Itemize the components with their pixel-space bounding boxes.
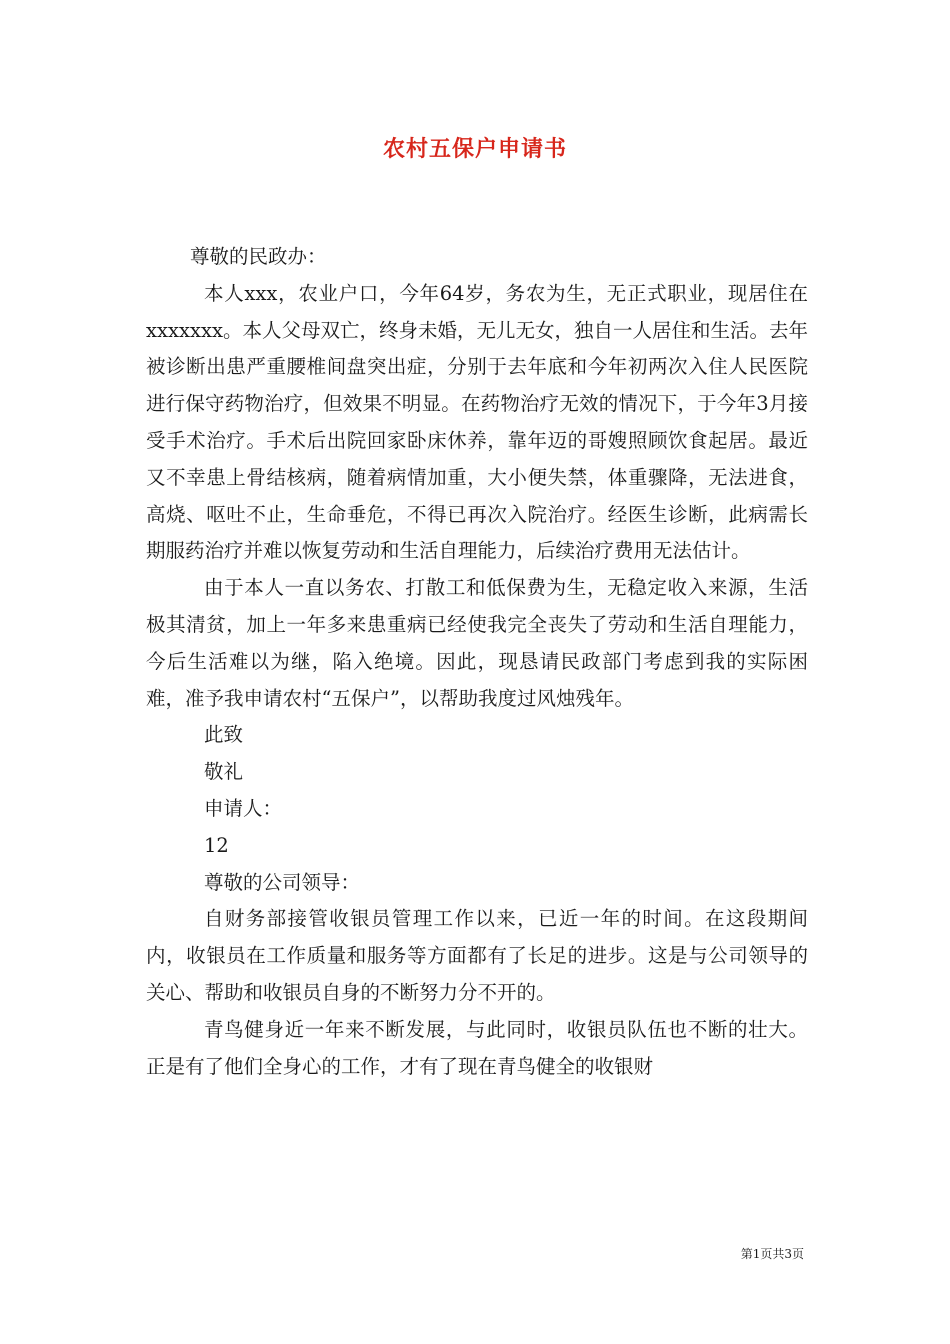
number-line: 12 bbox=[204, 833, 229, 857]
paragraph-4: 青鸟健身近一年来不断发展，与此同时，收银员队伍也不断的壮大。正是有了他们全身心的工作，才有了现在青鸟健全的收银财 bbox=[146, 1017, 808, 1078]
salutation-2: 尊敬的公司领导： bbox=[204, 870, 361, 894]
applicant-label: 申请人： bbox=[204, 796, 283, 820]
page-number: 第1页共3页 bbox=[740, 1247, 804, 1261]
document-title: 农村五保户申请书 bbox=[382, 136, 567, 162]
paragraph-1: 本人xxx，农业户口，今年64岁，务农为生，无正式职业，现居住在xxxxxxx。本人父母双亡，终身未婚，无儿无女，独自一人居住和生活。去年被诊断出患严重腰椎间盘突出症，分别于去年底和今年初两次入住人民医院进行保守药物治疗，但效果不明显。在药物治疗无效的情况下，于今年3月接受手术治疗。手术后出院回家卧床休养，靠年迈的哥嫂照顾饮食起居。最近又不幸患上骨结核病，随着病情加重，大小便失禁，体重骤降，无法进食，高烧、呕吐不止，生命垂危，不得已再次入院治疗。经医生诊断，此病需长期服药治疗并难以恢复劳动和生活自理能力，后续治疗费用无法估计。 bbox=[146, 281, 808, 563]
closing-greeting: 此致 bbox=[204, 723, 244, 747]
document-body bbox=[146, 239, 808, 1085]
salutation: 尊敬的民政办： bbox=[190, 245, 327, 268]
closing-salute: 敬礼 bbox=[204, 760, 244, 784]
paragraph-3: 自财务部接管收银员管理工作以来，已近一年的时间。在这段期间内，收银员在工作质量和服务等方面都有了长足的进步。这是与公司领导的关心、帮助和收银员自身的不断努力分不开的。 bbox=[146, 907, 808, 1004]
paragraph-2: 由于本人一直以务农、打散工和低保费为生，无稳定收入来源，生活极其清贫，加上一年多来患重病已经使我完全丧失了劳动和生活自理能力，今后生活难以为继，陷入绝境。因此，现恳请民政部门考虑到我的实际困难，准予我申请农村“五保户”，以帮助我度过风烛残年。 bbox=[146, 576, 808, 710]
